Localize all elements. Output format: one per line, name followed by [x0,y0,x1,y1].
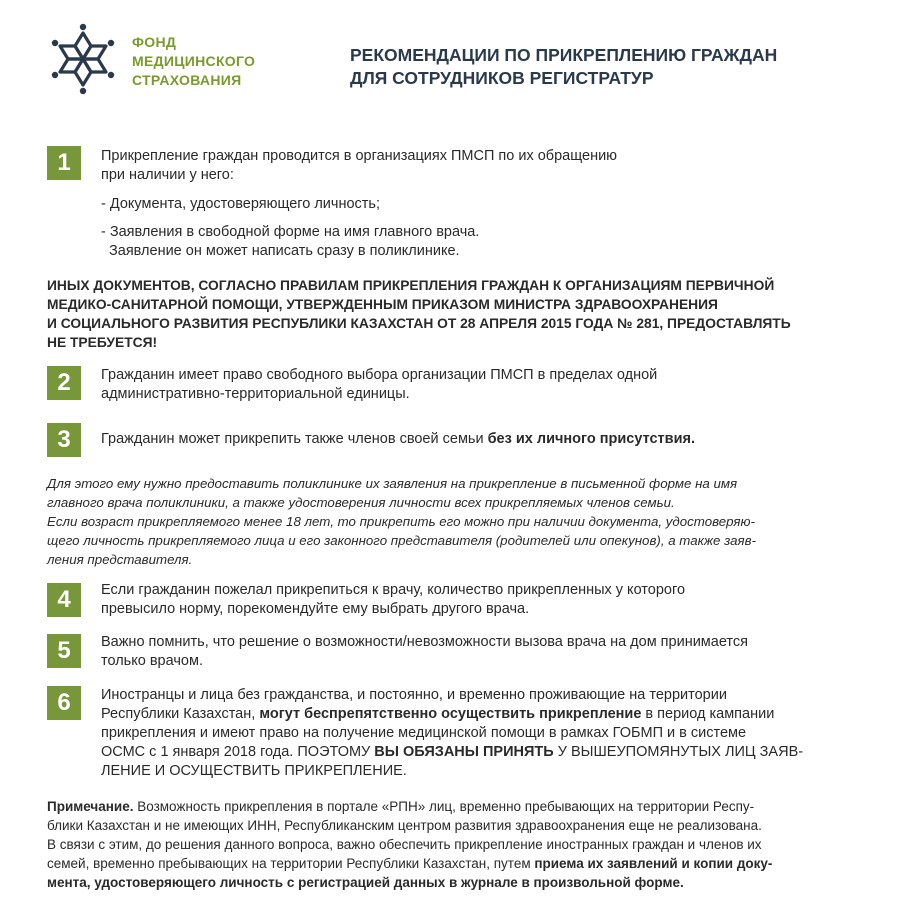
text-span: ОСМС с 1 января 2018 года. ПОЭТОМУ [101,744,375,760]
text-line: Прикрепление граждан проводится в организациях ПМСП по их обращению [101,148,618,164]
item-6-text [101,686,861,781]
text-line: ЛЕНИЕ И ОСУЩЕСТВИТЬ ПРИКРЕПЛЕНИЕ. [101,763,407,779]
text-line [101,743,861,762]
text-span: Возможность прикрепления в портале «РПН» лиц, временно пребывающих на территории Респу- [133,799,755,814]
footnote [47,797,867,892]
item-1-bullet-document [101,195,861,214]
text-line: превысило норму, порекомендуйте ему выбрать другого врача. [101,601,530,617]
emphasis-text: ВЫ ОБЯЗАНЫ ПРИНЯТЬ [374,744,554,760]
brand-name-line: СТРАХОВАНИЯ [132,72,242,88]
item-number-badge: 4 [47,583,81,617]
page-title-line: РЕКОМЕНДАЦИИ ПО ПРИКРЕПЛЕНИЮ ГРАЖДАН [350,45,778,65]
text-line: И СОЦИАЛЬНОГО РАЗВИТИЯ РЕСПУБЛИКИ КАЗАХСТАН ОТ 28 АПРЕЛЯ 2015 ГОДА № 281, ПРЕДОСТАВЛЯТЬ [47,316,791,331]
italic-explanation [47,474,867,569]
text-line [47,873,867,892]
emphasis-text: мента, удостоверяющего личность с регистрацией данных в журнале в произвольной форме. [47,875,684,890]
text-line [101,430,861,449]
text-line: прикрепления и имеют право на получение медицинской помощи в рамках ГОБМП и в системе [101,725,747,741]
item-3-text [101,430,861,449]
text-line: Если гражданин пожелал прикрепиться к врачу, количество прикрепленных у которого [101,582,686,598]
text-line: В связи с этим, до решения данного вопроса, важно обеспечить прикрепление иностранных граждан и членов их [47,837,762,852]
text-line: главного врача поликлиники, а также удостоверения личности всех прикрепляемых членов семьи. [47,495,675,510]
text-line: щего личность прикрепляемого лица и его законного представителя (родителей или опекунов), а также заяв- [47,533,757,548]
text-line: Иностранцы и лица без гражданства, и постоянно, и временно проживающие на территории [101,687,727,703]
emphasis-text: без их личного присутствия. [487,431,695,447]
note-label: Примечание. [47,799,134,814]
item-4-text [101,581,861,619]
text-line: Заявление он может написать сразу в поликлинике. [109,243,460,259]
text-line: Если возраст прикрепляемого менее 18 лет, то прикрепить его можно при наличии документа, удостоверяю- [47,514,755,529]
warning-block [47,276,867,352]
text-line: - Заявления в свободной форме на имя главного врача. [101,224,480,240]
item-number-badge: 2 [47,366,81,400]
text-line: - Документа, удостоверяющего личность; [101,196,381,212]
emphasis-text: могут беспрепятственно осуществить прикрепление [259,706,642,722]
text-line: НЕ ТРЕБУЕТСЯ! [47,335,158,350]
text-span: Гражданин может прикрепить также членов своей семьи [101,431,488,447]
text-line: блики Казахстан и не имеющих ИНН, Республиканским центром развития здравоохранения еще не реализована. [47,818,762,833]
text-line [47,797,867,816]
item-1-text [101,147,861,185]
text-line: МЕДИКО-САНИТАРНОЙ ПОМОЩИ, УТВЕРЖДЕННЫМ ПРИКАЗОМ МИНИСТРА ЗДРАВООХРАНЕНИЯ [47,297,718,312]
text-line: Для этого ему нужно предоставить поликлинике их заявления на прикрепление в письменной форме на имя [47,476,738,491]
item-2-text [101,366,861,404]
text-line: при наличии у него: [101,167,234,183]
text-line: Гражданин имеет право свободного выбора организации ПМСП в пределах одной [101,367,658,383]
text-line: ИНЫХ ДОКУМЕНТОВ, СОГЛАСНО ПРАВИЛАМ ПРИКРЕПЛЕНИЯ ГРАЖДАН К ОРГАНИЗАЦИЯМ ПЕРВИЧНОЙ [47,278,775,293]
text-line [101,705,861,724]
item-number-badge: 3 [47,423,81,457]
text-line: административно-территориальной единицы. [101,386,410,402]
item-5-text [101,633,861,671]
text-line [47,854,867,873]
text-span: семей, временно пребывающих на территории Республики Казахстан, путем [47,856,535,871]
text-span: Республики Казахстан, [101,706,260,722]
item-1-bullet-statement [101,223,861,261]
brand-name-line: ФОНД [132,34,177,50]
text-line: ления представителя. [47,552,193,567]
text-line: только врачом. [101,653,203,669]
page-title-line: ДЛЯ СОТРУДНИКОВ РЕГИСТРАТУР [350,68,654,88]
text-span: У ВЫШЕУПОМЯНУТЫХ ЛИЦ ЗАЯВ- [553,744,804,760]
snowflake-molecule-icon [48,22,118,96]
emphasis-text: приема их заявлений и копии доку- [534,856,773,871]
page-title [350,44,777,90]
item-number-badge: 5 [47,634,81,668]
brand-name-line: МЕДИЦИНСКОГО [132,53,256,69]
text-line: Важно помнить, что решение о возможности/невозможности вызова врача на дом принимается [101,634,749,650]
item-number-badge: 6 [47,686,81,720]
brand-name [132,33,255,90]
item-number-badge: 1 [47,146,81,180]
text-span: в период кампании [641,706,775,722]
